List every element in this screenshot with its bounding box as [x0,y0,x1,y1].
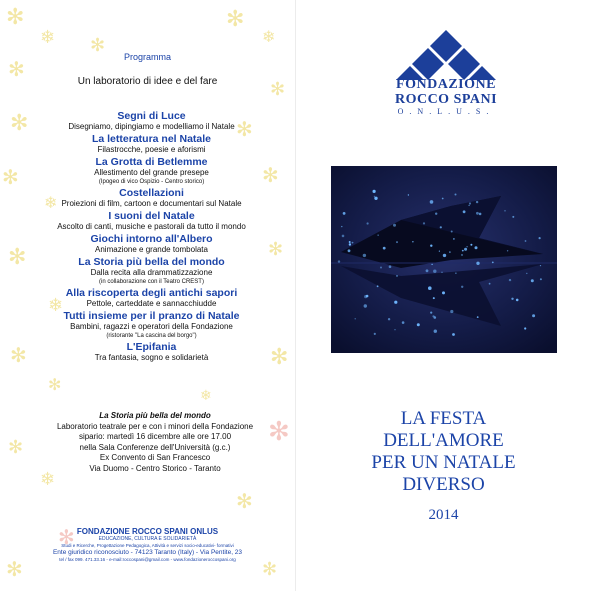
event-title: Alla riscoperta degli antichi sapori [65,287,238,299]
light-dot [511,298,513,300]
light-dot [349,243,351,245]
lab-line: Via Duomo - Centro Storico - Taranto [89,463,221,473]
light-dot [476,262,479,265]
snowflake-icon: ❄ [48,295,64,315]
light-dot [342,235,345,238]
light-dot [451,231,453,233]
light-dot [394,301,397,304]
light-dot [441,272,442,273]
light-dot [377,285,379,287]
footer-address: Ente giuridico riconosciuto - 74123 Taranto (Italy) - Via Pentite, 23 [52,549,243,556]
light-dot [489,283,491,285]
light-dot [512,216,514,218]
snowflake-icon: ✻ [270,344,289,369]
light-dot [430,245,432,247]
light-dot [461,254,462,255]
light-dot [396,241,398,243]
snowflake-icon: ✻ [10,345,27,367]
snowflake-icon: ✻ [8,59,25,81]
snowflake-icon: ✻ [262,559,278,579]
snowflake-icon: ✻ [262,165,279,187]
light-dot [341,226,342,227]
event-description: Dalla recita alla drammatizzazione [90,268,213,277]
light-dot [435,213,437,215]
event-title: La Grotta di Betlemme [95,156,208,168]
light-dot [349,241,351,243]
snowflake-icon: ✻ [270,79,286,99]
light-dot [383,247,386,250]
light-dot [431,264,432,265]
lab-line: Ex Convento di San Francesco [99,453,211,462]
footer-org-name: FONDAZIONE ROCCO SPANI ONLUS [76,527,219,536]
light-dot [363,254,366,257]
light-dot [453,238,455,240]
light-dot [440,226,442,228]
event-title: Tutti insieme per il pranzo di Natale [63,310,240,322]
light-dot [532,314,535,317]
event-note: (Ipogeo di vico Ospizio - Centro storico) [98,179,205,185]
event-note: (in collaborazione con il Teatro CREST) [99,279,204,285]
snowflake-icon: ✻ [2,167,19,189]
light-dot [396,275,398,277]
snowflake-icon: ✻ [58,527,75,549]
foundation-logo-icon [396,30,496,80]
light-dot [434,330,437,333]
program-subtitle: Un laboratorio di idee e del fare [77,76,218,87]
light-dot [455,273,456,274]
headline-line: PER UN NATALE [371,452,516,473]
snowflake-icon: ✻ [6,4,25,29]
light-dot [442,291,445,294]
light-dot [476,212,479,215]
light-dot [439,251,440,252]
light-dot [430,200,434,204]
light-dot [463,210,466,213]
snowflake-icon: ✻ [226,6,245,31]
light-dot [426,269,429,272]
light-dot [374,333,376,335]
event-item [14,233,289,255]
snowflake-icon: ❄ [40,27,56,47]
event-title: Segni di Luce [117,110,186,122]
light-dot [338,260,340,262]
event-description: Tra fantasia, sogno e solidarietà [94,353,209,362]
event-description: Proiezioni di film, cartoon e documentari sul Natale [61,199,242,208]
light-dot [507,250,508,251]
light-dot [524,327,526,329]
light-dot [442,198,444,200]
light-dot [461,286,463,288]
light-dot [412,241,413,242]
light-dot [408,194,409,195]
light-dot [450,310,453,313]
event-description: Ascolto di canti, musiche e pastorali da tutto il mondo [57,222,246,231]
light-dot [366,295,369,298]
light-dot [355,318,356,319]
event-description: Filastrocche, poesie e aforismi [97,145,206,154]
light-dot [348,249,351,252]
program-label: Programma [123,52,171,62]
light-dot [417,323,420,326]
light-dot [378,235,379,236]
light-dot [402,321,405,324]
logo-line-1: FONDAZIONE [396,77,496,92]
event-title: Giochi intorno all'Albero [90,233,213,245]
headline-line: DIVERSO [402,474,485,495]
light-dot [393,224,396,227]
light-dot [466,246,467,247]
snowflake-icon: ❄ [44,195,58,212]
light-dot [433,270,436,273]
event-headline [296,408,591,496]
snowflake-icon: ✻ [8,244,27,269]
light-dot [449,251,450,252]
lab-title: La Storia più bella del mondo [99,411,211,420]
event-title: Costellazioni [119,187,184,199]
snowflake-icon: ❄ [200,387,212,403]
event-item [14,310,289,340]
footer-contacts: tel / fax 099. 471.33.16 - e-mail:roccospani@gmail.com - www.fondazioneroccospani.org [59,557,236,562]
right-panel [296,0,591,591]
event-year: 2014 [428,507,459,523]
light-dot [477,316,479,318]
light-dot [380,267,382,269]
snowflake-icon: ✻ [90,35,106,55]
light-dot [389,265,392,268]
events-list [14,110,289,364]
footer [20,527,275,563]
headline-line: DELL'AMORE [383,430,504,451]
light-dot [540,278,542,280]
snowflake-icon: ✻ [268,416,290,446]
light-dot [455,194,457,196]
light-dot [367,222,369,224]
light-dot [373,190,376,193]
event-item [14,156,289,186]
light-dot [526,273,527,274]
snowflake-icon: ✻ [8,437,24,457]
event-item [14,256,289,286]
snowflake-icon: ✻ [6,559,23,581]
light-dot [452,333,455,336]
light-dot [428,286,432,290]
light-dot [476,201,478,203]
snowflake-icon: ✻ [236,119,253,141]
snowflake-icon: ✻ [48,377,62,394]
light-dot [462,250,464,252]
event-note: (ristorante "La cascina del borgo") [106,333,197,339]
snowflake-icon: ❄ [262,29,276,46]
left-panel [0,0,295,591]
logo-wordmark [376,77,516,117]
event-title: La letteratura nel Natale [91,133,212,145]
event-description: Allestimento del grande presepe [94,168,209,177]
event-item [14,133,289,155]
light-dot [470,244,472,246]
headline-line: LA FESTA [400,408,487,429]
lab-line: nella Sala Conferenze dell'Università (g.c.) [79,442,231,452]
light-dot [531,279,534,282]
light-dot [492,262,494,264]
event-item [14,187,289,209]
light-dot [423,222,425,224]
light-dot [432,315,434,317]
light-dot [374,196,375,197]
light-dot [443,254,446,257]
footer-tagline: EDUCAZIONE, CULTURA E SOLIDARIETÀ [98,536,197,542]
light-dot [539,237,541,239]
light-dot [525,240,527,242]
light-dot [468,205,469,206]
event-title: I suoni del Natale [108,210,195,222]
event-item [14,110,289,132]
snowflake-icon: ❄ [40,469,56,489]
light-dot [394,329,395,330]
light-dot [388,318,390,320]
light-dot [364,304,367,307]
event-description: Animazione e grande tombolata [95,245,208,254]
light-dot [479,213,482,216]
light-dot [469,202,471,204]
event-description: Pettole, carteddate e sannacchiudde [86,299,217,308]
footer-studies: Studi e Ricerche, Progettazione Pedagogica, Attività e servizi socio-educativi- formativi [61,543,234,548]
event-description: Disegniamo, dipingiamo e modelliamo il Natale [68,122,235,131]
light-dot [504,210,506,212]
light-dot [464,248,467,251]
snowflake-icon: ✻ [236,491,253,513]
light-dot [352,242,354,244]
light-dot [516,299,519,302]
event-title: La Storia più bella del mondo [78,256,225,268]
light-dot [509,279,511,281]
star-lights-photo [331,166,557,353]
event-title: L'Epifania [126,341,177,353]
light-dot [475,246,478,249]
light-dot [374,197,377,200]
light-dot [430,312,432,314]
event-item [14,341,289,363]
event-item [14,287,289,309]
logo-line-3: O.N.L.U.S. [397,107,495,116]
light-dot [433,297,435,299]
light-dot [540,265,541,266]
snowflake-icon: ✻ [10,110,29,135]
event-description: Bambini, ragazzi e operatori della Fondazione [70,322,233,331]
lab-line: sipario: martedì 16 dicembre alle ore 17.00 [78,432,232,441]
lab-announcement [30,411,280,474]
snowflake-icon: ✻ [268,239,284,259]
light-dot [343,212,346,215]
event-item [14,210,289,232]
lab-line: Laboratorio teatrale per e con i minori della Fondazione [56,421,254,431]
logo-line-2: ROCCO SPANI [394,92,498,107]
